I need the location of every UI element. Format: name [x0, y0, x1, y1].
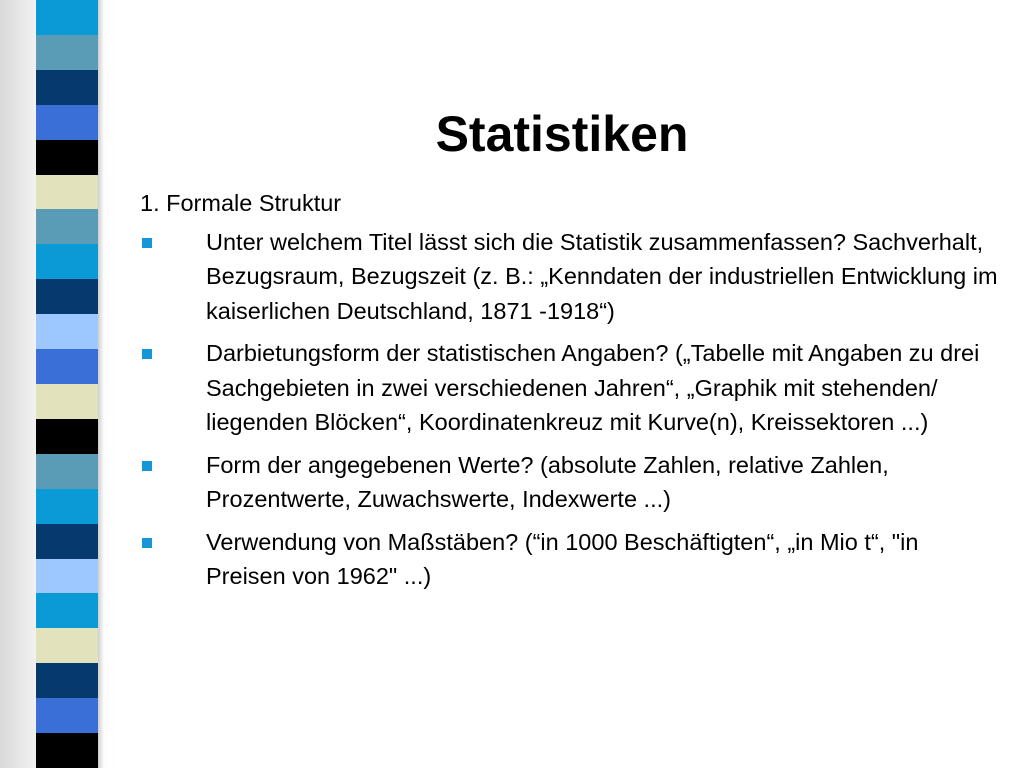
stripe-band [36, 279, 98, 314]
stripe-band [36, 489, 98, 524]
bullet-item [140, 525, 1000, 594]
stripe-band [36, 559, 98, 594]
stripe-band [36, 628, 98, 663]
bullet-item [140, 225, 1000, 329]
square-bullet-icon [142, 461, 152, 471]
stripe-band [36, 419, 98, 454]
square-bullet-icon [142, 238, 152, 248]
bullet-item [140, 336, 1000, 440]
bullet-text: Form der angegebenen Werte? (absolute Zahlen, relative Zahlen, Prozentwerte, Zuwachswerte, Indexwerte ...) [206, 451, 889, 512]
bullet-item [140, 448, 1000, 517]
stripe-band [36, 384, 98, 419]
stripe-band [36, 140, 98, 175]
stripe-band [36, 0, 98, 35]
stripe-band [36, 35, 98, 70]
stripe-band [36, 244, 98, 279]
stripe-band [36, 698, 98, 733]
stripe-band [36, 70, 98, 105]
stripe-band [36, 209, 98, 244]
stripe-band [36, 663, 98, 698]
bullet-text: Verwendung von Maßstäben? (“in 1000 Beschäftigten“, „in Mio t“, "in Preisen von 1962" ...) [206, 528, 919, 589]
stripe-band [36, 349, 98, 384]
slide-content [140, 186, 1000, 602]
stripe-band [36, 454, 98, 489]
bullet-list [140, 225, 1000, 594]
section-heading: 1. Formale Struktur [140, 190, 342, 216]
stripe-band [36, 314, 98, 349]
stripe-band [36, 105, 98, 140]
stripe-band [36, 593, 98, 628]
decorative-stripes [36, 0, 98, 768]
stripe-band [36, 733, 98, 768]
bullet-text: Darbietungsform der statistischen Angaben? („Tabelle mit Angaben zu drei Sachgebieten in zwei verschiedenen Jahren“, „Graphik mit stehenden/ liegenden Blöcken“, Koordinatenkreuz mit Kurve(n), Kreissektoren ...) [206, 340, 980, 435]
square-bullet-icon [142, 538, 152, 548]
slide-title: Statistiken [435, 105, 689, 162]
square-bullet-icon [142, 349, 152, 359]
bullet-text: Unter welchem Titel lässt sich die Statistik zusammenfassen? Sachverhalt, Bezugsraum, Bezugszeit (z. B.: „Kenndaten der industriellen Entwicklung im kaiserlichen Deutschland, 1871 -1918“) [206, 228, 998, 324]
stripe-band [36, 175, 98, 210]
stripe-shadow [98, 0, 104, 768]
stripe-band [36, 524, 98, 559]
